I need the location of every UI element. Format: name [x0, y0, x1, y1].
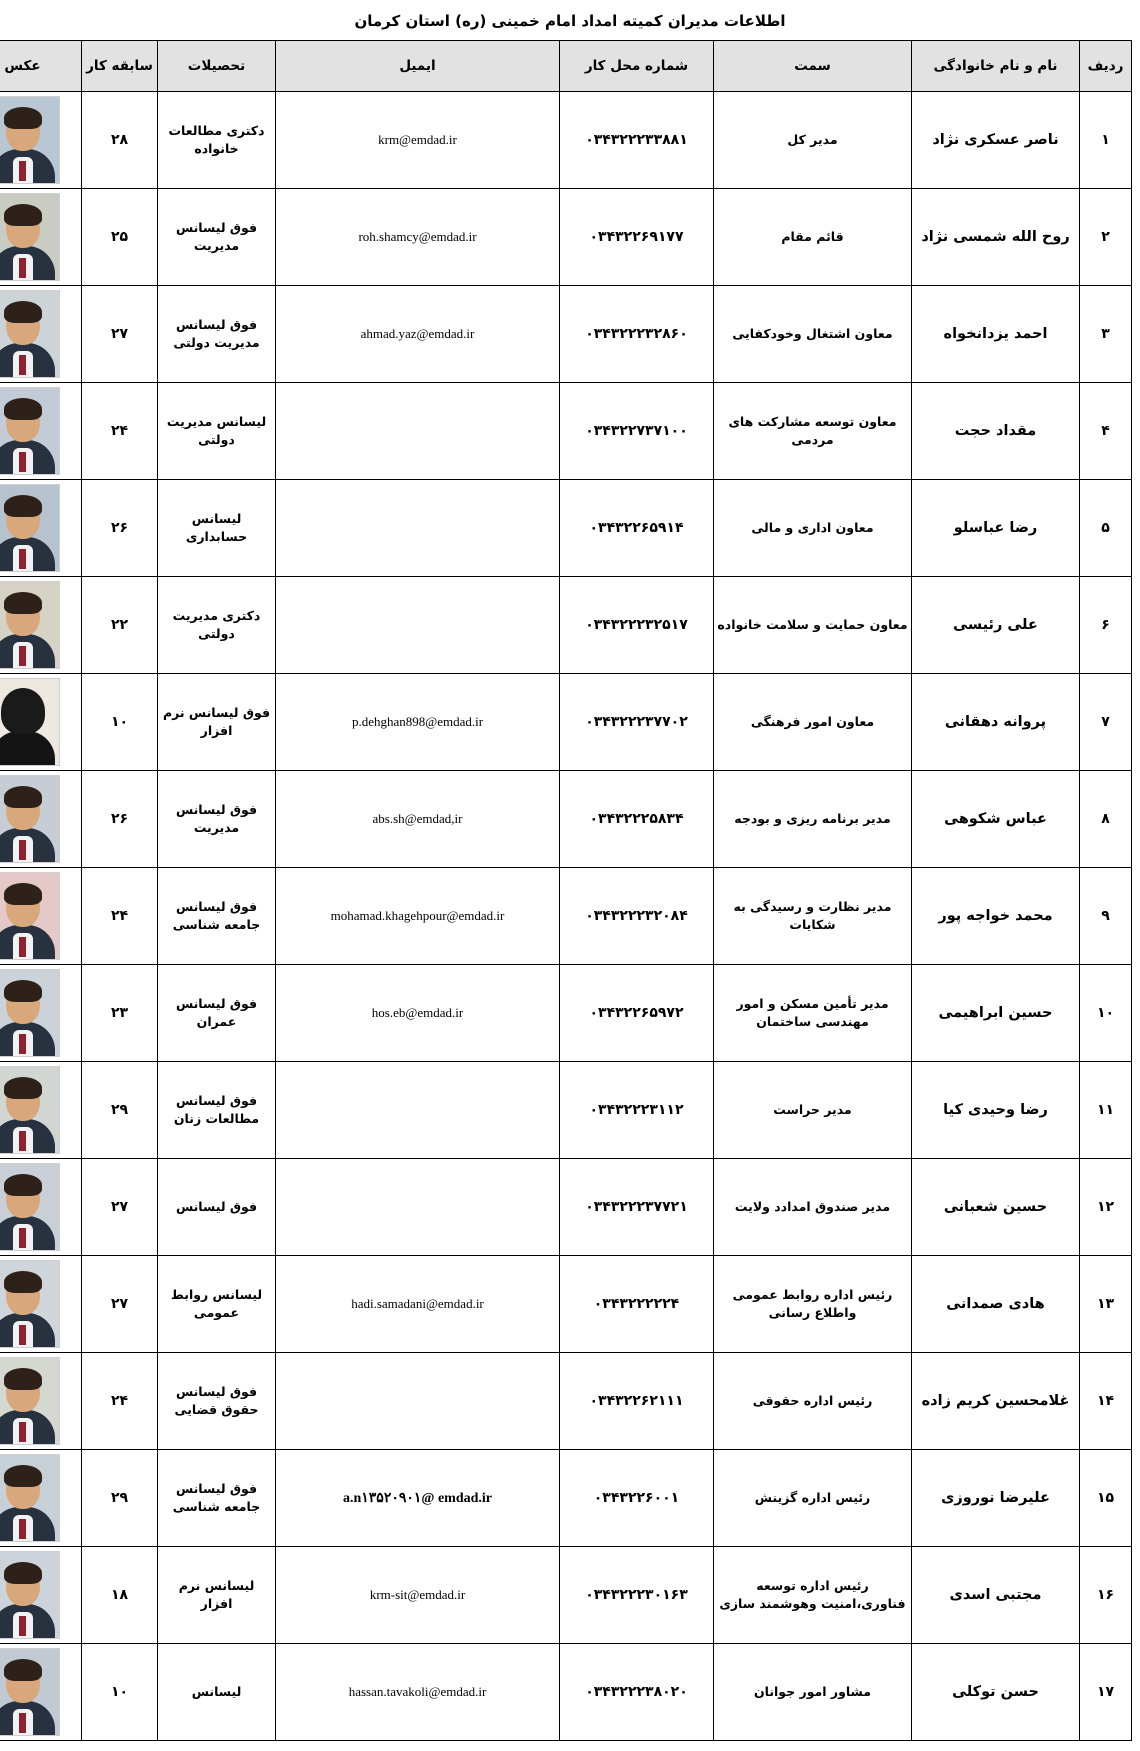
- table-row: [0, 577, 1132, 674]
- avatar-hair: [4, 1368, 42, 1390]
- row-index: ۱۳: [1080, 1256, 1132, 1353]
- manager-phone: ۰۳۴۳۲۲۲۳۸۰۲۰: [560, 1644, 714, 1741]
- avatar-hair: [4, 980, 42, 1002]
- avatar-tie: [19, 161, 26, 181]
- manager-experience: ۲۶: [82, 771, 158, 868]
- manager-phone: ۰۳۴۳۲۲۲۲۲۴: [560, 1256, 714, 1353]
- manager-experience: ۲۴: [82, 1353, 158, 1450]
- row-index: ۴: [1080, 383, 1132, 480]
- column-header-email: ایمیل: [276, 41, 560, 92]
- manager-name: علیرضا نوروزی: [912, 1450, 1080, 1547]
- manager-education: لیسانس حسابداری: [158, 480, 276, 577]
- avatar-hair: [4, 1465, 42, 1487]
- manager-email: krm-sit@emdad.ir: [276, 1547, 560, 1644]
- manager-email: hos.eb@emdad.ir: [276, 965, 560, 1062]
- manager-email: abs.sh@emdad,ir: [276, 771, 560, 868]
- avatar-hair: [4, 495, 42, 517]
- avatar: [0, 581, 60, 669]
- avatar: [0, 678, 60, 766]
- row-index: ۲: [1080, 189, 1132, 286]
- row-index: ۱۴: [1080, 1353, 1132, 1450]
- manager-experience: ۲۹: [82, 1450, 158, 1547]
- manager-photo-cell: [0, 1547, 82, 1644]
- avatar: [0, 193, 60, 281]
- manager-photo-cell: [0, 1450, 82, 1547]
- manager-photo-cell: [0, 965, 82, 1062]
- manager-photo-cell: [0, 1159, 82, 1256]
- manager-phone: ۰۳۴۳۲۲۲۳۱۱۲: [560, 1062, 714, 1159]
- row-index: ۱۰: [1080, 965, 1132, 1062]
- manager-name: حسین شعبانی: [912, 1159, 1080, 1256]
- table-row: [0, 1644, 1132, 1741]
- table-header-row: [0, 41, 1132, 92]
- manager-position: مشاور امور جوانان: [714, 1644, 912, 1741]
- manager-experience: ۲۸: [82, 92, 158, 189]
- manager-photo-cell: [0, 92, 82, 189]
- avatar-hair: [4, 1271, 42, 1293]
- manager-email: roh.shamcy@emdad.ir: [276, 189, 560, 286]
- avatar-tie: [19, 1034, 26, 1054]
- manager-name: علی رئیسی: [912, 577, 1080, 674]
- manager-experience: ۲۵: [82, 189, 158, 286]
- avatar: [0, 1551, 60, 1639]
- manager-email: p.dehghan898@emdad.ir: [276, 674, 560, 771]
- manager-position: رئیس اداره گزینش: [714, 1450, 912, 1547]
- table-row: [0, 1353, 1132, 1450]
- manager-phone: ۰۳۴۳۲۲۷۳۷۱۰۰: [560, 383, 714, 480]
- row-index: ۱۲: [1080, 1159, 1132, 1256]
- manager-education: فوق لیسانس نرم افزار: [158, 674, 276, 771]
- table-row: [0, 1159, 1132, 1256]
- row-index: ۷: [1080, 674, 1132, 771]
- manager-phone: ۰۳۴۳۲۲۲۳۰۱۶۳: [560, 1547, 714, 1644]
- avatar-tie: [19, 1325, 26, 1345]
- manager-experience: ۲۳: [82, 965, 158, 1062]
- manager-photo-cell: [0, 1256, 82, 1353]
- manager-education: فوق لیسانس جامعه شناسی: [158, 868, 276, 965]
- manager-name: مجتبی اسدی: [912, 1547, 1080, 1644]
- manager-photo-cell: [0, 1644, 82, 1741]
- avatar: [0, 1066, 60, 1154]
- manager-position: مدیر صندوق امدادد ولایت: [714, 1159, 912, 1256]
- manager-name: مقداد حجت: [912, 383, 1080, 480]
- manager-position: مدیر نظارت و رسیدگی به شکایات: [714, 868, 912, 965]
- manager-experience: ۱۰: [82, 1644, 158, 1741]
- manager-position: مدیر حراست: [714, 1062, 912, 1159]
- manager-name: عباس شکوهی: [912, 771, 1080, 868]
- row-index: ۱۵: [1080, 1450, 1132, 1547]
- column-header-radif: ردیف: [1080, 41, 1132, 92]
- manager-experience: ۲۲: [82, 577, 158, 674]
- manager-name: هادی صمدانی: [912, 1256, 1080, 1353]
- table-row: [0, 674, 1132, 771]
- manager-email: hadi.samadani@emdad.ir: [276, 1256, 560, 1353]
- avatar-tie: [19, 549, 26, 569]
- manager-photo-cell: [0, 1062, 82, 1159]
- row-index: ۵: [1080, 480, 1132, 577]
- table-row: [0, 868, 1132, 965]
- table-row: [0, 480, 1132, 577]
- avatar: [0, 1648, 60, 1736]
- avatar: [0, 1260, 60, 1348]
- avatar: [0, 387, 60, 475]
- row-index: ۱۷: [1080, 1644, 1132, 1741]
- manager-photo-cell: [0, 868, 82, 965]
- row-index: ۱: [1080, 92, 1132, 189]
- manager-phone: ۰۳۴۳۲۲۶۲۱۱۱: [560, 1353, 714, 1450]
- manager-name: احمد یزدانخواه: [912, 286, 1080, 383]
- manager-phone: ۰۳۴۳۲۲۲۳۲۸۶۰: [560, 286, 714, 383]
- manager-name: حسین ابراهیمی: [912, 965, 1080, 1062]
- column-header-phone: شماره محل کار: [560, 41, 714, 92]
- manager-experience: ۱۰: [82, 674, 158, 771]
- manager-education: فوق لیسانس مطالعات زنان: [158, 1062, 276, 1159]
- manager-position: معاون توسعه مشارکت های مردمی: [714, 383, 912, 480]
- avatar: [0, 1357, 60, 1445]
- row-index: ۱۱: [1080, 1062, 1132, 1159]
- table-row: [0, 383, 1132, 480]
- avatar: [0, 290, 60, 378]
- avatar-hair: [4, 1174, 42, 1196]
- manager-education: لیسانس نرم افزار: [158, 1547, 276, 1644]
- avatar-hair: [4, 107, 42, 129]
- manager-phone: ۰۳۴۳۲۲۶۵۹۱۴: [560, 480, 714, 577]
- avatar-hair: [4, 592, 42, 614]
- manager-phone: ۰۳۴۳۲۲۲۳۷۷۲۱: [560, 1159, 714, 1256]
- row-index: ۸: [1080, 771, 1132, 868]
- avatar-tie: [19, 355, 26, 375]
- manager-phone: ۰۳۴۳۲۲۲۵۸۳۴: [560, 771, 714, 868]
- avatar-hair: [4, 1659, 42, 1681]
- avatar-hair: [4, 398, 42, 420]
- avatar-hair: [4, 883, 42, 905]
- avatar-tie: [19, 937, 26, 957]
- manager-experience: ۲۹: [82, 1062, 158, 1159]
- row-index: ۶: [1080, 577, 1132, 674]
- column-header-position: سمت: [714, 41, 912, 92]
- avatar-tie: [19, 452, 26, 472]
- avatar: [0, 775, 60, 863]
- manager-email: a.n۱۳۵۲۰۹۰۱@ emdad.ir: [276, 1450, 560, 1547]
- avatar-tie: [19, 1616, 26, 1636]
- manager-education: دکتری مدیریت دولتی: [158, 577, 276, 674]
- manager-email: [276, 1062, 560, 1159]
- manager-experience: ۱۸: [82, 1547, 158, 1644]
- column-header-experience: سابقه کار: [82, 41, 158, 92]
- row-index: ۹: [1080, 868, 1132, 965]
- avatar: [0, 872, 60, 960]
- manager-education: فوق لیسانس مدیریت: [158, 189, 276, 286]
- manager-education: لیسانس: [158, 1644, 276, 1741]
- avatar-tie: [19, 258, 26, 278]
- avatar-tie: [19, 646, 26, 666]
- table-row: [0, 1450, 1132, 1547]
- manager-photo-cell: [0, 480, 82, 577]
- column-header-photo: عکس: [0, 41, 82, 92]
- manager-education: فوق لیسانس: [158, 1159, 276, 1256]
- manager-position: معاون اداری و مالی: [714, 480, 912, 577]
- table-row: [0, 1547, 1132, 1644]
- manager-name: رضا عباسلو: [912, 480, 1080, 577]
- manager-email: [276, 577, 560, 674]
- manager-education: فوق لیسانس عمران: [158, 965, 276, 1062]
- manager-photo-cell: [0, 674, 82, 771]
- manager-name: غلامحسین کریم زاده: [912, 1353, 1080, 1450]
- avatar-hair: [4, 1562, 42, 1584]
- avatar-hair: [4, 1077, 42, 1099]
- manager-education: فوق لیسانس مدیریت: [158, 771, 276, 868]
- avatar-tie: [19, 1713, 26, 1733]
- manager-photo-cell: [0, 1353, 82, 1450]
- manager-experience: ۲۴: [82, 868, 158, 965]
- table-row: [0, 1256, 1132, 1353]
- manager-name: رضا وحیدی کیا: [912, 1062, 1080, 1159]
- manager-email: hassan.tavakoli@emdad.ir: [276, 1644, 560, 1741]
- manager-phone: ۰۳۴۳۲۲۲۳۲۵۱۷: [560, 577, 714, 674]
- avatar-hair: [4, 204, 42, 226]
- table-row: [0, 189, 1132, 286]
- avatar-tie: [19, 1131, 26, 1151]
- avatar-hair: [4, 301, 42, 323]
- table-row: [0, 286, 1132, 383]
- table-row: [0, 771, 1132, 868]
- manager-name: ناصر عسکری نژاد: [912, 92, 1080, 189]
- manager-education: فوق لیسانس حقوق قضایی: [158, 1353, 276, 1450]
- manager-phone: ۰۳۴۳۲۲۲۳۲۰۸۴: [560, 868, 714, 965]
- manager-phone: ۰۳۴۳۲۲۲۳۷۷۰۲: [560, 674, 714, 771]
- manager-photo-cell: [0, 383, 82, 480]
- manager-education: فوق لیسانس جامعه شناسی: [158, 1450, 276, 1547]
- manager-position: مدیر کل: [714, 92, 912, 189]
- manager-experience: ۲۶: [82, 480, 158, 577]
- manager-email: [276, 1353, 560, 1450]
- avatar-tie: [19, 1519, 26, 1539]
- manager-name: محمد خواجه پور: [912, 868, 1080, 965]
- table-header: [0, 41, 1132, 92]
- table-body: [0, 92, 1132, 1741]
- manager-name: حسن توکلی: [912, 1644, 1080, 1741]
- row-index: ۳: [1080, 286, 1132, 383]
- manager-phone: ۰۳۴۳۲۲۶۹۱۷۷: [560, 189, 714, 286]
- manager-experience: ۲۷: [82, 1256, 158, 1353]
- avatar-hair: [1, 688, 45, 734]
- column-header-name: نام و نام خانوادگی: [912, 41, 1080, 92]
- manager-experience: ۲۴: [82, 383, 158, 480]
- manager-education: لیسانس مدیریت دولتی: [158, 383, 276, 480]
- manager-position: معاون حمایت و سلامت خانواده: [714, 577, 912, 674]
- avatar: [0, 969, 60, 1057]
- avatar-hair: [4, 786, 42, 808]
- manager-photo-cell: [0, 286, 82, 383]
- manager-education: فوق لیسانس مدیریت دولتی: [158, 286, 276, 383]
- manager-education: دکتری مطالعات خانواده: [158, 92, 276, 189]
- manager-experience: ۲۷: [82, 286, 158, 383]
- avatar: [0, 1163, 60, 1251]
- manager-position: معاون امور فرهنگی: [714, 674, 912, 771]
- manager-email: [276, 1159, 560, 1256]
- manager-phone: ۰۳۴۳۲۲۲۳۳۸۸۱: [560, 92, 714, 189]
- manager-name: پروانه دهقانی: [912, 674, 1080, 771]
- manager-name: روح الله شمسی نژاد: [912, 189, 1080, 286]
- manager-experience: ۲۷: [82, 1159, 158, 1256]
- avatar-tie: [19, 840, 26, 860]
- manager-photo-cell: [0, 771, 82, 868]
- row-index: ۱۶: [1080, 1547, 1132, 1644]
- table-row: [0, 965, 1132, 1062]
- manager-position: رئیس اداره توسعه فناوری،امنیت وهوشمند سازی: [714, 1547, 912, 1644]
- manager-education: لیسانس روابط عمومی: [158, 1256, 276, 1353]
- manager-email: krm@emdad.ir: [276, 92, 560, 189]
- avatar-tie: [19, 1422, 26, 1442]
- manager-email: [276, 480, 560, 577]
- manager-photo-cell: [0, 189, 82, 286]
- manager-phone: ۰۳۴۳۲۲۶۰۰۱: [560, 1450, 714, 1547]
- manager-email: [276, 383, 560, 480]
- avatar-tie: [19, 1228, 26, 1248]
- manager-position: قائم مقام: [714, 189, 912, 286]
- manager-position: مدیر تأمین مسکن و امور مهندسی ساختمان: [714, 965, 912, 1062]
- avatar: [0, 96, 60, 184]
- manager-photo-cell: [0, 577, 82, 674]
- manager-phone: ۰۳۴۳۲۲۶۵۹۷۲: [560, 965, 714, 1062]
- page-title: اطلاعات مدیران کمیته امداد امام خمینی (ره) استان کرمان: [354, 12, 786, 30]
- manager-email: ahmad.yaz@emdad.ir: [276, 286, 560, 383]
- manager-position: معاون اشتغال وخودکفایی: [714, 286, 912, 383]
- avatar: [0, 1454, 60, 1542]
- column-header-education: تحصیلات: [158, 41, 276, 92]
- avatar: [0, 484, 60, 572]
- table-row: [0, 92, 1132, 189]
- table-row: [0, 1062, 1132, 1159]
- manager-position: مدیر برنامه ریزی و بودجه: [714, 771, 912, 868]
- manager-position: رئیس اداره حقوقی: [714, 1353, 912, 1450]
- managers-table: [0, 40, 1132, 1741]
- manager-email: mohamad.khagehpour@emdad.ir: [276, 868, 560, 965]
- manager-position: رئیس اداره روابط عمومی واطلاع رسانی: [714, 1256, 912, 1353]
